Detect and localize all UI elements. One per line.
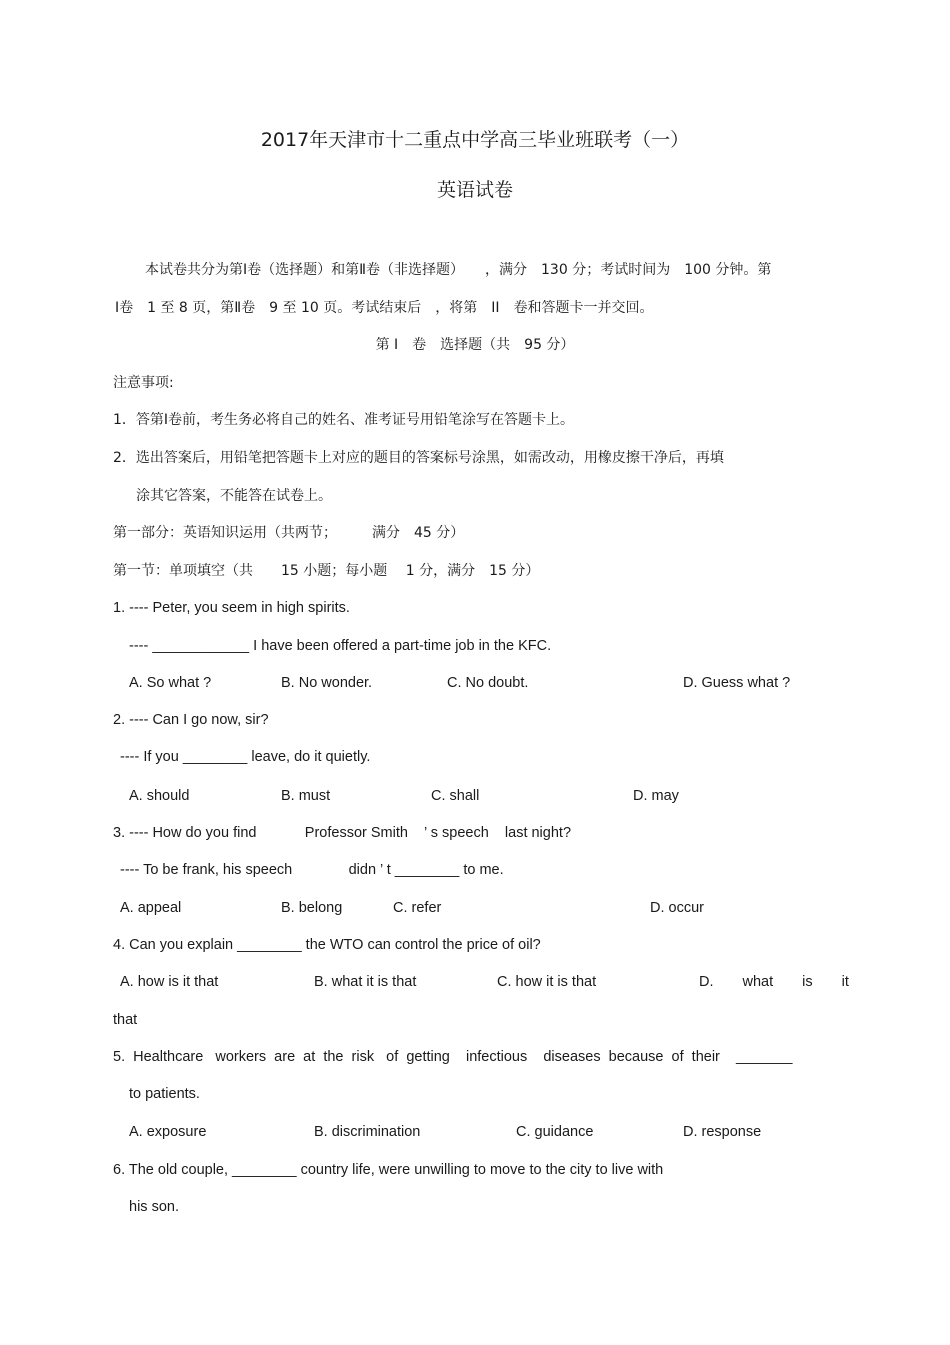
question-stem: 4. Can you explain ________ the WTO can control the price of oil?	[113, 937, 541, 953]
option-c: C. No doubt.	[447, 675, 529, 691]
option-b: B. must	[281, 788, 331, 804]
question-stem: 5. Healthcare workers are at the risk of getting infectious diseases because of their _______	[113, 1049, 793, 1065]
note-item-2: 2．选出答案后，用铅笔把答题卡上对应的题目的答案标号涂黑，如需改动，用橡皮擦干净后，再填	[113, 450, 724, 466]
option-b: B. belong	[281, 900, 343, 916]
exam-title: 2017年天津市十二重点中学高三毕业班联考（一）	[260, 129, 690, 151]
option-d: D. occur	[650, 900, 704, 916]
question-stem: 3. ---- How do you find Professor Smith ’ s speech last night?	[113, 825, 572, 841]
option-a: A. should	[129, 788, 190, 804]
option-a: A. appeal	[120, 900, 182, 916]
note-item-1: 1．答第Ⅰ卷前，考生务必将自己的姓名、准考证号用铅笔涂写在答题卡上。	[113, 412, 575, 428]
question-stem: 2. ---- Can I go now, sir?	[113, 712, 269, 728]
option-d: D. response	[683, 1124, 762, 1140]
intro-line-1: 本试卷共分为第Ⅰ卷（选择题）和第Ⅱ卷（非选择题） ，满分 130 分；考试时间为 100 分钟。第	[145, 262, 772, 278]
question-dialogue: ---- ____________ I have been offered a part-time job in the KFC.	[129, 638, 552, 654]
option-c: C. refer	[393, 900, 442, 916]
option-b: B. No wonder.	[281, 675, 373, 691]
option-d: D. Guess what ?	[683, 675, 791, 691]
notes-heading: 注意事项:	[113, 375, 174, 391]
option-d: D. what is it	[699, 974, 849, 990]
question-stem: 1. ---- Peter, you seem in high spirits.	[113, 600, 350, 616]
question-stem-cont: to patients.	[129, 1086, 200, 1102]
part-title: 第 I 卷 选择题（共 95 分）	[375, 337, 575, 353]
intro-line-2: Ⅰ卷 1 至 8 页，第Ⅱ卷 9 至 10 页。考试结束后 ，将第 II 卷和答题卡一并交回。	[115, 300, 654, 316]
option-c: C. guidance	[516, 1124, 594, 1140]
section-heading: 第一部分：英语知识运用（共两节； 满分 45 分）	[113, 525, 465, 541]
option-b: B. discrimination	[314, 1124, 421, 1140]
question-dialogue: ---- To be frank, his speech didn ’ t ________ to me.	[120, 862, 504, 878]
option-a: A. So what ?	[129, 675, 212, 691]
option-a: A. exposure	[129, 1124, 207, 1140]
option-d-wrap: that	[113, 1012, 138, 1028]
exam-subtitle: 英语试卷	[436, 179, 513, 201]
subsection-heading: 第一节：单项填空（共 15 小题；每小题 1 分，满分 15 分）	[113, 563, 540, 579]
option-a: A. how is it that	[120, 974, 219, 990]
option-c: C. shall	[431, 788, 480, 804]
question-stem: 6. The old couple, ________ country life, were unwilling to move to the city to live with	[113, 1162, 664, 1178]
question-dialogue: ---- If you ________ leave, do it quietly.	[120, 749, 371, 765]
question-stem-cont: his son.	[129, 1199, 179, 1215]
option-b: B. what it is that	[314, 974, 417, 990]
option-d: D. may	[633, 788, 679, 804]
option-c: C. how it is that	[497, 974, 597, 990]
note-item-2-cont: 涂其它答案，不能答在试卷上。	[136, 488, 332, 504]
